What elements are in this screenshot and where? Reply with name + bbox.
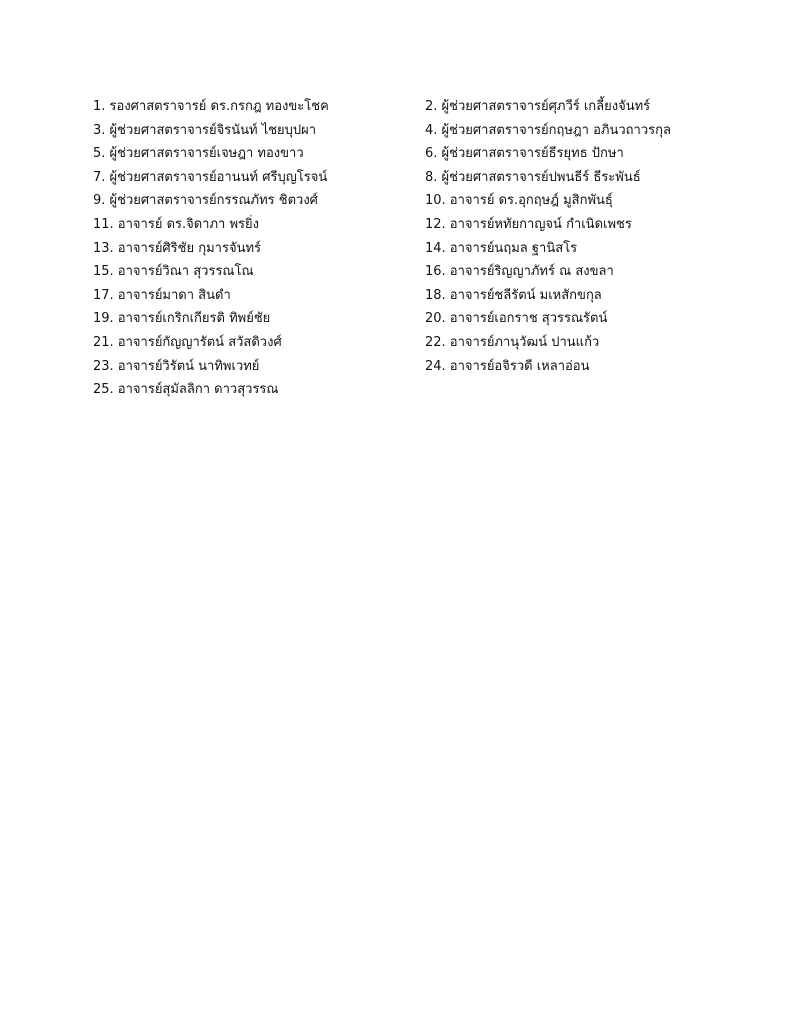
list-item: 12. อาจารย์หทัยกาญจน์ กำเนิดเพชร xyxy=(425,216,632,232)
list-item: 13. อาจารย์ศิริชัย กุมารจันทร์ xyxy=(93,240,262,256)
list-item: 7. ผู้ช่วยศาสตราจารย์อานนท์ ศรีบุญโรจน์ xyxy=(93,169,328,185)
list-item: 24. อาจารย์อจิรวดี เหลาอ่อน xyxy=(425,358,590,374)
list-item: 22. อาจารย์ภานุวัฒน์ ปานแก้ว xyxy=(425,334,600,350)
list-item: 9. ผู้ช่วยศาสตราจารย์กรรณภัทร ชิตวงศ์ xyxy=(93,193,318,209)
list-item: 8. ผู้ช่วยศาสตราจารย์ปพนธีร์ ธีระพันธ์ xyxy=(425,169,641,185)
list-item: 14. อาจารย์นฤมล ฐานิสโร xyxy=(425,240,578,256)
list-item: 5. ผู้ช่วยศาสตราจารย์เจษฎา ทองขาว xyxy=(93,146,304,162)
list-item: 17. อาจารย์มาดา สินดำ xyxy=(93,287,231,303)
name-list xyxy=(93,95,713,402)
list-item: 1. รองศาสตราจารย์ ดร.กรกฎ ทองขะโชค xyxy=(93,99,329,114)
list-item: 2. ผู้ช่วยศาสตราจารย์ศุภวีร์ เกลี้ยงจันทร์ xyxy=(425,99,651,114)
list-item: 23. อาจารย์วิรัตน์ นาทิพเวทย์ xyxy=(93,358,260,374)
list-item: 10. อาจารย์ ดร.อุกฤษฎ์ มูสิกพันธุ์ xyxy=(425,193,613,209)
list-item: 11. อาจารย์ ดร.จิดาภา พรยิ่ง xyxy=(93,216,259,232)
list-item: 21. อาจารย์กัญญารัตน์ สวัสดิวงศ์ xyxy=(93,334,282,350)
list-item: 16. อาจารย์ริญญาภัทร์ ณ สงขลา xyxy=(425,264,614,280)
list-item: 15. อาจารย์วิณา สุวรรณโณ xyxy=(93,264,254,280)
list-item: 20. อาจารย์เอกราช สุวรรณรัตน์ xyxy=(425,311,608,327)
list-item: 6. ผู้ช่วยศาสตราจารย์ธีรยุทธ ปักษา xyxy=(425,146,624,162)
list-item: 3. ผู้ช่วยศาสตราจารย์จิรนันท์ ไชยบุปผา xyxy=(93,122,317,138)
list-item: 19. อาจารย์เกริกเกียรติ ทิพย์ชัย xyxy=(93,311,271,327)
list-item: 18. อาจารย์ชลีรัตน์ มเหสักขกุล xyxy=(425,287,602,303)
list-item: 4. ผู้ช่วยศาสตราจารย์กฤษฎา อภินวถาวรกุล xyxy=(425,122,671,138)
list-item: 25. อาจารย์สุมัลลิกา ดาวสุวรรณ xyxy=(93,382,279,398)
